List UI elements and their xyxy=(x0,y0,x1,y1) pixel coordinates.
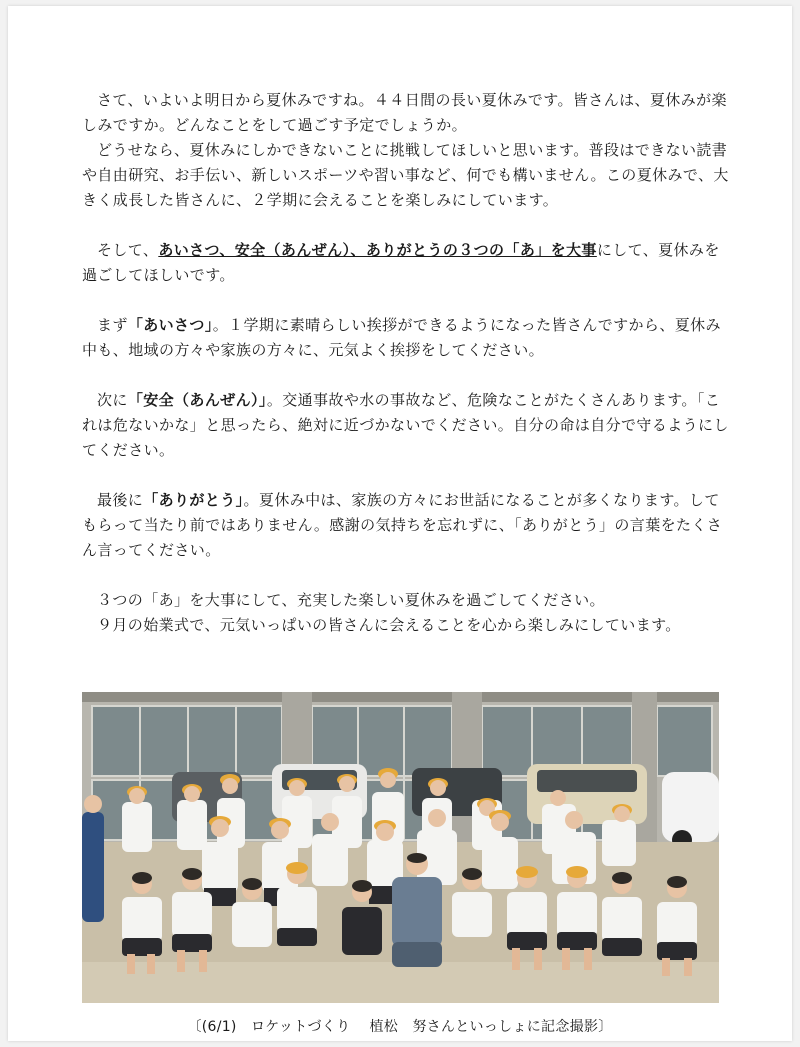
paragraph-2: どうせなら、夏休みにしかできないことに挑戦してほしいと思います。普段はできない読書や自由研究、お手伝い、新しいスポーツや習い事など、何でも構いません。この夏休みで、大きく成長した皆さんに、２学期に会えることを楽しみにしています。 xyxy=(82,141,729,209)
three-a-emphasis: あいさつ、安全（あんぜん）、ありがとうの３つの「あ」を大事 xyxy=(158,241,597,259)
letter-body xyxy=(82,88,732,638)
paragraph-aisatsu xyxy=(82,313,732,363)
p5-tail: 。交通事故や水の事故など、危険なことがたくさんあります。「これは危ないかな」と思ったら、絶対に近づかないでください。自分の命は自分で守るようにしてください。 xyxy=(82,391,729,459)
p4-tail: 。１学期に素晴らしい挨拶ができるようになった皆さんですから、夏休み中も、地域の方々や家族の方々に、元気よく挨拶をしてください。 xyxy=(82,316,721,359)
paragraph-1: さて、いよいよ明日から夏休みですね。４４日間の長い夏休みです。皆さんは、夏休みが楽しみですか。どんなことをして過ごす予定でしょうか。 xyxy=(82,91,727,134)
p6-tail: 。夏休み中は、家族の方々にお世話になることが多くなります。してもらって当たり前ではありません。感謝の気持ちを忘れずに、「ありがとう」の言葉をたくさん言ってください。 xyxy=(82,491,723,559)
p6-lead: 最後に xyxy=(97,491,144,509)
paragraph-closing-1: ３つの「あ」を大事にして、充実した楽しい夏休みを過ごしてください。 xyxy=(97,591,605,609)
arigatou-emphasis: 「ありがとう」 xyxy=(143,491,244,509)
aisatsu-emphasis: 「あいさつ」 xyxy=(127,316,213,334)
paragraph-anzen xyxy=(82,388,732,463)
p5-lead: 次に xyxy=(97,391,128,409)
anzen-emphasis: 「安全（あんぜん）」 xyxy=(127,391,267,409)
paragraph-3 xyxy=(82,238,732,288)
paragraph-arigatou xyxy=(82,488,732,563)
group-photo xyxy=(82,692,719,1003)
p3-lead: そして、 xyxy=(97,241,159,259)
p4-lead: まず xyxy=(97,316,128,334)
p3-tail: にして、夏休みを過ごしてほしいです。 xyxy=(82,241,720,284)
document-page xyxy=(8,6,792,1041)
photo-caption: 〔(6/1) ロケットづくり 植松 努さんといっしょに記念撮影〕 xyxy=(187,1019,613,1035)
group-photo-illustration xyxy=(82,692,719,1003)
paragraph-closing-2: ９月の始業式で、元気いっぱいの皆さんに会えることを心から楽しみにしています。 xyxy=(97,616,681,634)
